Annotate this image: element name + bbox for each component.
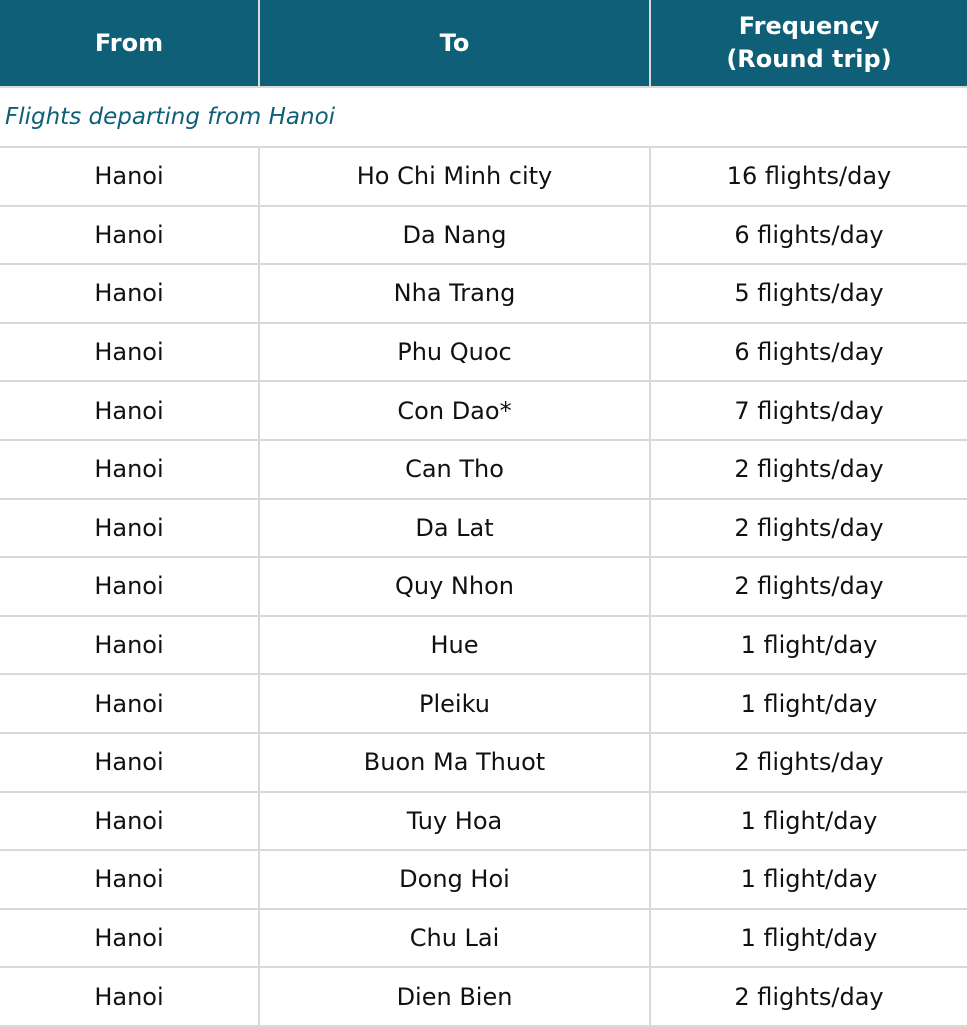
cell-frequency: 2 flights/day [649,734,967,791]
cell-from: Hanoi [94,162,164,191]
cell-from: Hanoi [94,279,164,308]
cell-to: Quy Nhon [258,558,649,615]
cell-frequency: 2 flights/day [649,441,967,498]
table-row [0,617,967,676]
table-row [0,382,967,441]
cell-frequency: 6 flights/day [649,324,967,381]
header-from [0,0,258,86]
header-frequency [649,0,967,86]
cell-from: Hanoi [94,572,164,601]
cell-from: Hanoi [94,748,164,777]
cell-to: Da Lat [258,500,649,557]
cell-from: Hanoi [94,924,164,953]
table-row [0,675,967,734]
cell-to: Da Nang [258,207,649,264]
cell-to: Tuy Hoa [258,793,649,850]
cell-to: Phu Quoc [258,324,649,381]
cell-frequency: 6 flights/day [649,207,967,264]
cell-from: Hanoi [94,806,164,835]
cell-from: Hanoi [94,631,164,660]
cell-from: Hanoi [94,689,164,718]
section-title: Flights departing from Hanoi [0,88,967,148]
cell-to: Ho Chi Minh city [258,148,649,205]
cell-to: Dong Hoi [258,851,649,908]
cell-frequency: 16 flights/day [649,148,967,205]
cell-frequency: 1 flight/day [649,910,967,967]
cell-from: Hanoi [94,396,164,425]
table-row [0,734,967,793]
cell-to: Hue [258,617,649,674]
table-row [0,265,967,324]
table-body [0,148,967,1027]
header-from-label: From [94,28,164,57]
cell-to: Can Tho [258,441,649,498]
header-to [258,0,649,86]
cell-to: Buon Ma Thuot [258,734,649,791]
cell-to: Nha Trang [258,265,649,322]
table-row [0,500,967,559]
table-row [0,851,967,910]
cell-from: Hanoi [94,338,164,367]
cell-from: Hanoi [94,982,164,1011]
cell-frequency: 2 flights/day [649,500,967,557]
header-frequency-label: Frequency (Round trip) [726,12,892,73]
table-row [0,324,967,383]
cell-frequency: 1 flight/day [649,617,967,674]
cell-to: Con Dao* [258,382,649,439]
table-row [0,910,967,969]
cell-to: Chu Lai [258,910,649,967]
cell-frequency: 2 flights/day [649,968,967,1025]
table-row [0,441,967,500]
table-header [0,0,967,88]
cell-frequency: 1 flight/day [649,851,967,908]
cell-frequency: 7 flights/day [649,382,967,439]
table-row [0,148,967,207]
cell-from: Hanoi [94,865,164,894]
cell-from: Hanoi [94,220,164,249]
cell-frequency: 1 flight/day [649,793,967,850]
cell-to: Pleiku [258,675,649,732]
cell-frequency: 5 flights/day [649,265,967,322]
cell-from: Hanoi [94,513,164,542]
cell-frequency: 2 flights/day [649,558,967,615]
table-row [0,793,967,852]
cell-to: Dien Bien [258,968,649,1025]
cell-frequency: 1 flight/day [649,675,967,732]
header-to-label: To [439,28,470,57]
table-row [0,968,967,1027]
table-row [0,558,967,617]
table-row [0,207,967,266]
cell-from: Hanoi [94,455,164,484]
